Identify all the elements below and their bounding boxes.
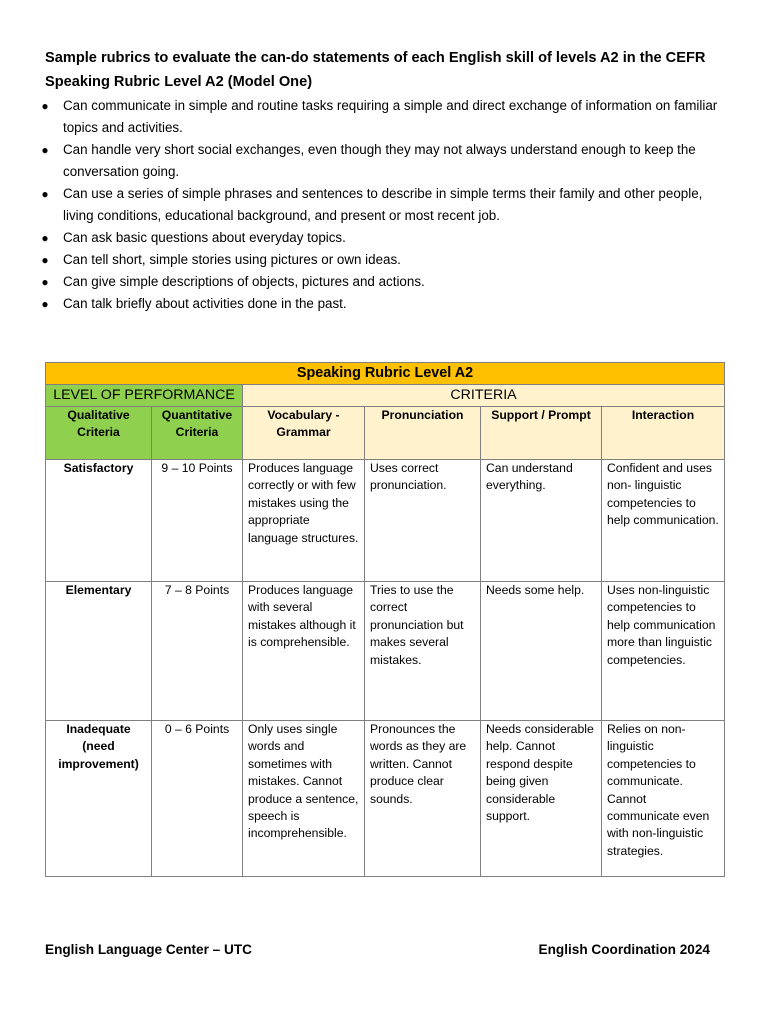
level-cell: Inadequate (need improvement) — [46, 721, 152, 877]
points-cell: 9 – 10 Points — [152, 460, 243, 582]
bullet-icon: ● — [41, 187, 49, 201]
pronunciation-cell: Tries to use the correct pronunciation but makes several mistakes. — [365, 582, 481, 721]
document-subheading: Speaking Rubric Level A2 (Model One) — [45, 74, 313, 90]
table-row — [46, 582, 725, 721]
rubric-title: Speaking Rubric Level A2 — [46, 363, 725, 385]
interaction-cell: Confident and uses non- linguistic competencies to help communication. — [602, 460, 725, 582]
list-item: ● Can use a series of simple phrases and sentences to describe in simple terms their family and other people, living conditions, educational background, and present or most recent job. — [45, 183, 725, 227]
interaction-cell: Uses non-linguistic competencies to help communication more than linguistic competencies. — [602, 582, 725, 721]
rubric-table — [45, 362, 725, 877]
bullet-icon: ● — [41, 275, 49, 289]
header-support-prompt: Support / Prompt — [481, 407, 602, 460]
list-item: ● Can ask basic questions about everyday topics. — [45, 227, 725, 249]
group-header-row — [46, 385, 725, 407]
level-cell: Elementary — [46, 582, 152, 721]
bullet-icon: ● — [41, 99, 49, 113]
list-item: ● Can talk briefly about activities done in the past. — [45, 293, 725, 315]
bullet-icon: ● — [41, 253, 49, 267]
pronunciation-cell: Pronounces the words as they are written. Cannot produce clear sounds. — [365, 721, 481, 877]
interaction-cell: Relies on non-linguistic competencies to communicate. Cannot communicate even with non-linguistic strategies. — [602, 721, 725, 877]
vocabulary-cell: Only uses single words and sometimes with mistakes. Cannot produce a sentence, speech is incomprehensible. — [243, 721, 365, 877]
points-cell: 0 – 6 Points — [152, 721, 243, 877]
table-row — [46, 721, 725, 877]
header-interaction: Interaction — [602, 407, 725, 460]
list-item: ● Can handle very short social exchanges, even though they may not always understand enough to keep the conversation going. — [45, 139, 725, 183]
column-header-row — [46, 407, 725, 460]
points-cell: 7 – 8 Points — [152, 582, 243, 721]
footer-right: English Coordination 2024 — [538, 942, 710, 957]
criteria-group-header: CRITERIA — [243, 385, 725, 407]
document-heading: Sample rubrics to evaluate the can-do statements of each English skill of levels A2 in the CEFR — [45, 50, 706, 66]
footer-left: English Language Center – UTC — [45, 942, 252, 957]
bullet-icon: ● — [41, 231, 49, 245]
rubric-title-row — [46, 363, 725, 385]
level-cell: Satisfactory — [46, 460, 152, 582]
vocabulary-cell: Produces language with several mistakes although it is comprehensible. — [243, 582, 365, 721]
performance-group-header: LEVEL OF PERFORMANCE — [46, 385, 243, 407]
list-item: ● Can tell short, simple stories using pictures or own ideas. — [45, 249, 725, 271]
list-item: ● Can communicate in simple and routine tasks requiring a simple and direct exchange of information on familiar topics and activities. — [45, 95, 725, 139]
pronunciation-cell: Uses correct pronunciation. — [365, 460, 481, 582]
intro-section — [41, 48, 725, 315]
can-do-list — [41, 95, 725, 315]
header-quantitative: Quantitative Criteria — [152, 407, 243, 460]
list-item: ● Can give simple descriptions of objects, pictures and actions. — [45, 271, 725, 293]
table-row — [46, 460, 725, 582]
header-vocabulary-grammar: Vocabulary - Grammar — [243, 407, 365, 460]
bullet-icon: ● — [41, 297, 49, 311]
support-cell: Can understand everything. — [481, 460, 602, 582]
vocabulary-cell: Produces language correctly or with few mistakes using the appropriate language structures. — [243, 460, 365, 582]
bullet-icon: ● — [41, 143, 49, 157]
header-pronunciation: Pronunciation — [365, 407, 481, 460]
support-cell: Needs considerable help. Cannot respond despite being given considerable support. — [481, 721, 602, 877]
header-qualitative: Qualitative Criteria — [46, 407, 152, 460]
support-cell: Needs some help. — [481, 582, 602, 721]
